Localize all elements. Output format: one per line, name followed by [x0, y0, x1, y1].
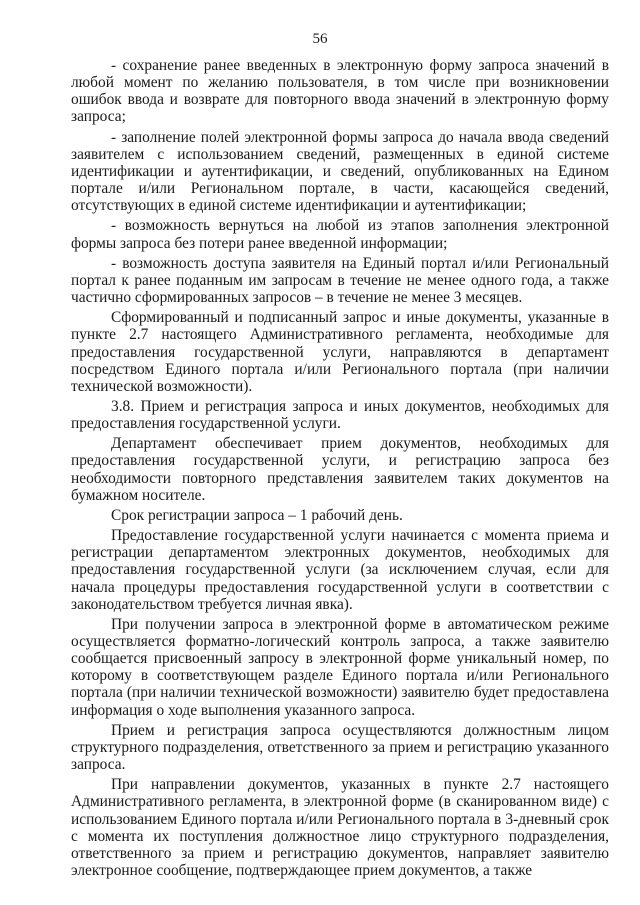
- paragraph-automatic-control: При получении запроса в электронной форме в автоматическом режиме осуществляется форматно-логический контроль запроса, а также заявителю сообщается присвоенный запросу в электронной форме уникальный номер, по которому в соответствующем разделе Единого портала и/или Регионального портала (при наличии технической возможности) заявителю будет предоставлена информация о ходе выполнения указанного запроса.: [71, 615, 609, 719]
- paragraph-submitted-request: Сформированный и подписанный запрос и иные документы, указанные в пункте 2.7 настоящего Административного регламента, необходимые для предоставления государственной услуги, направляются в департамент посредством Единого портала и/или Регионального портала (при наличии технической возможности).: [71, 309, 609, 395]
- paragraph-bullet-return-stage: - возможность вернуться на любой из этапов заполнения электронной формы запроса без потери ранее введенной информации;: [71, 217, 609, 252]
- document-body: [71, 57, 609, 882]
- section-heading-3-8: 3.8. Прием и регистрация запроса и иных документов, необходимых для предоставления государственной услуги.: [71, 397, 609, 433]
- paragraph-service-start: Предоставление государственной услуги начинается с момента приема и регистрации департаментом электронных документов, необходимых для предоставления государственной услуги (за исключением случая, если для начала процедуры предоставления государственной услуги в соответствии с законодательством требуется личная явка).: [71, 527, 609, 613]
- paragraph-bullet-access-requests: - возможность доступа заявителя на Единый портал и/или Региональный портал к ранее поданным им запросам в течение не менее одного года, а также частично сформированных запросов – в течение не менее 3 месяцев.: [71, 254, 609, 307]
- page-number: 56: [312, 31, 328, 47]
- paragraph-bullet-save-values: - сохранение ранее введенных в электронную форму запроса значений в любой момент по желанию пользователя, в том числе при возникновении ошибок ввода и возврате для повторного ввода значений в электронную форму запроса;: [71, 57, 609, 126]
- paragraph-responsible-official: Прием и регистрация запроса осуществляются должностным лицом структурного подразделения, ответственного за прием и регистрацию указанного запроса.: [71, 721, 609, 774]
- paragraph-registration-term: Срок регистрации запроса – 1 рабочий день.: [111, 506, 403, 524]
- paragraph-department-provides: Департамент обеспечивает прием документов, необходимых для предоставления государственной услуги, и регистрацию запроса без необходимости повторного представления заявителем таких документов на бумажном носителе.: [71, 435, 609, 504]
- paragraph-scanned-documents: При направлении документов, указанных в пункте 2.7 настоящего Административного регламента, в электронной форме (в сканированном виде) с использованием Единого портала и/или Регионального портала в 3-дневный срок с момента их поступления должностное лицо структурного подразделения, ответственного за прием и регистрацию документов, направляет заявителю электронное сообщение, подтверждающее прием документов, а также: [71, 776, 609, 880]
- paragraph-bullet-fill-fields: - заполнение полей электронной формы запроса до начала ввода сведений заявителем с использованием сведений, размещенных в единой системе идентификации и аутентификации, и сведений, опубликованных на Едином портале и/или Региональном портале, в части, касающейся сведений, отсутствующих в единой системе идентификации и аутентификации;: [71, 128, 609, 215]
